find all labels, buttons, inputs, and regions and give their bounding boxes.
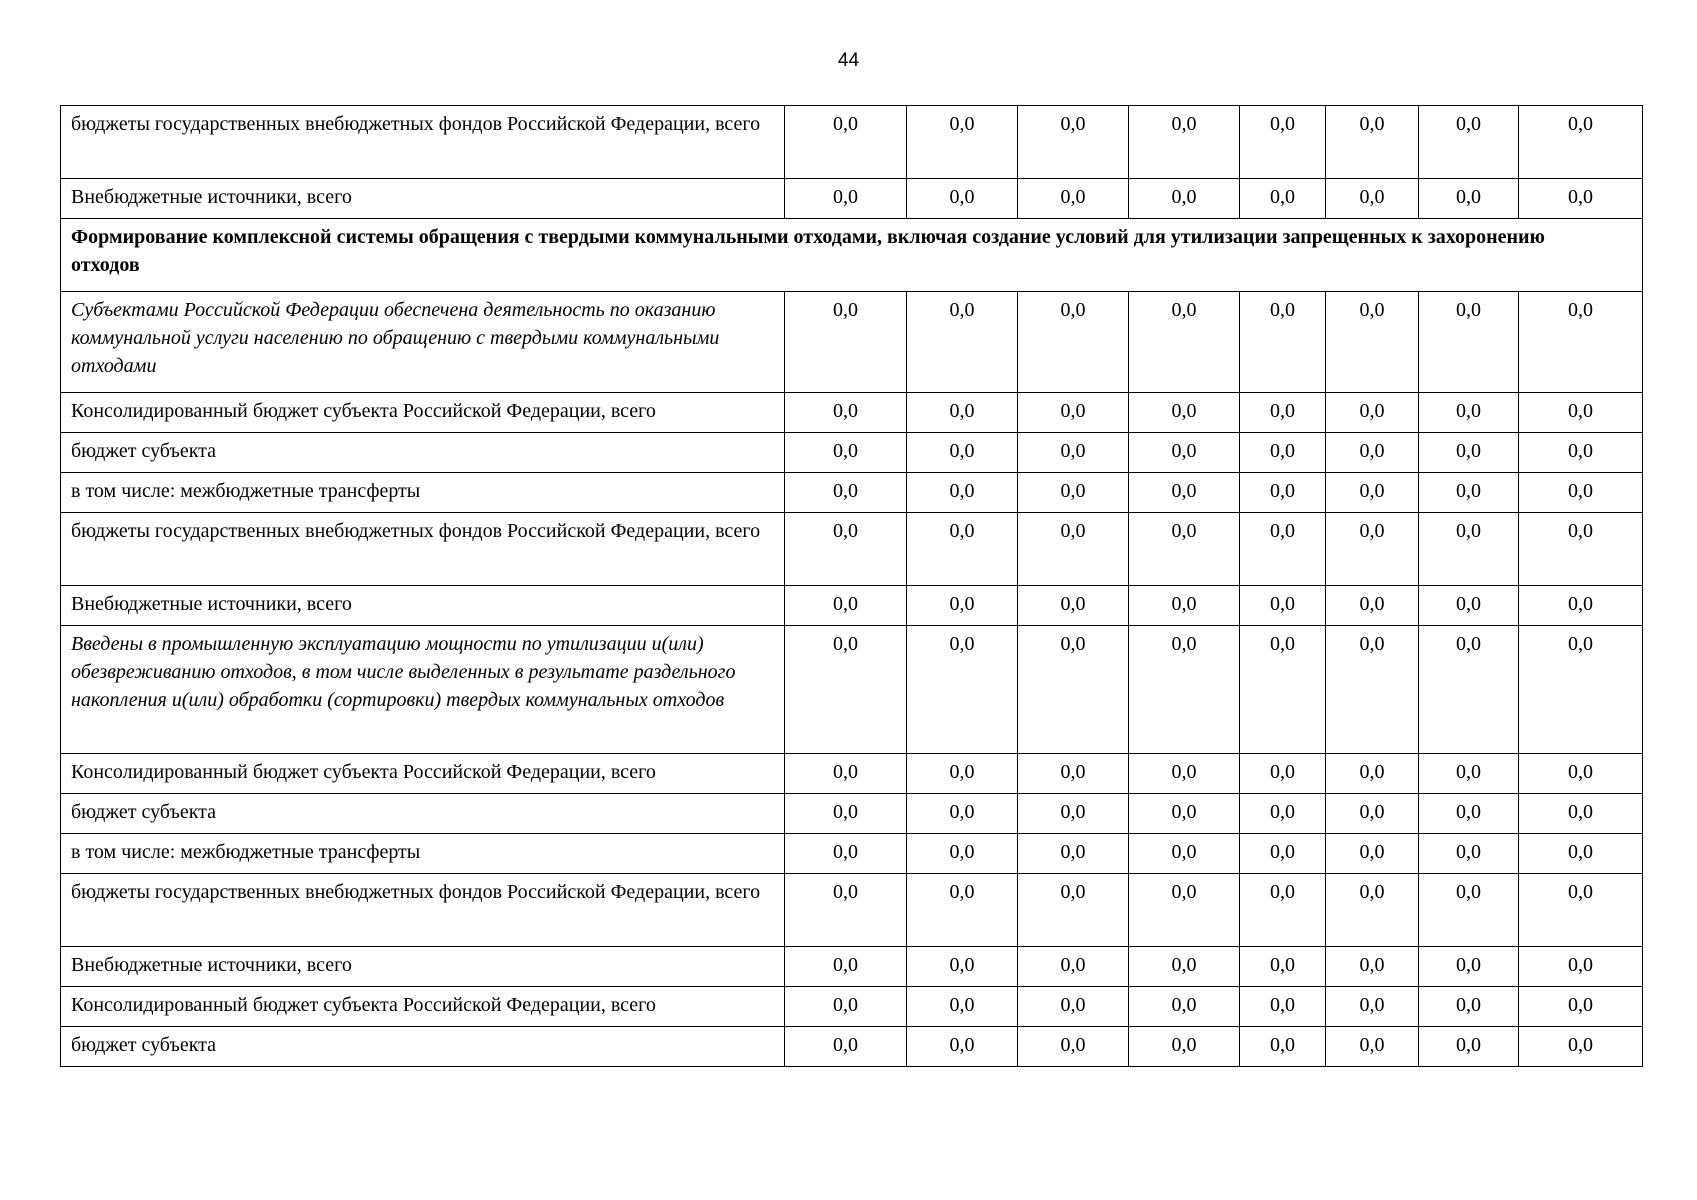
value-cell: 0,0 <box>907 1027 1018 1067</box>
value-cell: 0,0 <box>1519 393 1643 433</box>
value-cell: 0,0 <box>1519 987 1643 1027</box>
row-label: бюджет субъекта <box>61 433 785 473</box>
value-cell: 0,0 <box>1018 874 1129 947</box>
table-row <box>61 987 1643 1027</box>
value-cell: 0,0 <box>1419 292 1519 393</box>
value-cell: 0,0 <box>1519 834 1643 874</box>
value-cell: 0,0 <box>907 874 1018 947</box>
value-cell: 0,0 <box>1326 586 1419 626</box>
value-cell: 0,0 <box>1240 473 1326 513</box>
value-cell: 0,0 <box>907 179 1018 219</box>
value-cell: 0,0 <box>1240 947 1326 987</box>
value-cell: 0,0 <box>785 987 907 1027</box>
value-cell: 0,0 <box>1129 473 1240 513</box>
value-cell: 0,0 <box>1129 433 1240 473</box>
value-cell: 0,0 <box>1129 513 1240 586</box>
value-cell: 0,0 <box>1326 433 1419 473</box>
value-cell: 0,0 <box>1018 1027 1129 1067</box>
row-label: Консолидированный бюджет субъекта Российской Федерации, всего <box>61 754 785 794</box>
value-cell: 0,0 <box>1519 179 1643 219</box>
table-row <box>61 473 1643 513</box>
value-cell: 0,0 <box>1240 834 1326 874</box>
value-cell: 0,0 <box>1129 947 1240 987</box>
value-cell: 0,0 <box>1240 754 1326 794</box>
value-cell: 0,0 <box>1326 834 1419 874</box>
table-row <box>61 433 1643 473</box>
row-label: Консолидированный бюджет субъекта Российской Федерации, всего <box>61 393 785 433</box>
value-cell: 0,0 <box>1419 794 1519 834</box>
page-number: 44 <box>837 50 860 71</box>
value-cell: 0,0 <box>907 513 1018 586</box>
value-cell: 0,0 <box>1326 473 1419 513</box>
row-label: Внебюджетные источники, всего <box>61 586 785 626</box>
value-cell: 0,0 <box>907 794 1018 834</box>
row-label: Внебюджетные источники, всего <box>61 179 785 219</box>
value-cell: 0,0 <box>907 106 1018 179</box>
value-cell: 0,0 <box>1419 179 1519 219</box>
table-row <box>61 834 1643 874</box>
value-cell: 0,0 <box>1240 874 1326 947</box>
value-cell: 0,0 <box>907 754 1018 794</box>
value-cell: 0,0 <box>1018 794 1129 834</box>
value-cell: 0,0 <box>1129 626 1240 754</box>
value-cell: 0,0 <box>785 586 907 626</box>
value-cell: 0,0 <box>1018 987 1129 1027</box>
section-title: Формирование комплексной системы обращения с твердыми коммунальными отходами, включая создание условий для утилизации запрещенных к захоронению отходов <box>61 219 1643 292</box>
value-cell: 0,0 <box>1240 987 1326 1027</box>
value-cell: 0,0 <box>1018 106 1129 179</box>
value-cell: 0,0 <box>785 393 907 433</box>
table-row <box>61 947 1643 987</box>
table-row <box>61 754 1643 794</box>
value-cell: 0,0 <box>1018 586 1129 626</box>
value-cell: 0,0 <box>907 947 1018 987</box>
value-cell: 0,0 <box>1129 586 1240 626</box>
value-cell: 0,0 <box>1326 393 1419 433</box>
value-cell: 0,0 <box>1326 874 1419 947</box>
row-label: бюджет субъекта <box>61 794 785 834</box>
budget-table <box>60 105 1643 1067</box>
value-cell: 0,0 <box>907 586 1018 626</box>
value-cell: 0,0 <box>1018 947 1129 987</box>
value-cell: 0,0 <box>1240 1027 1326 1067</box>
table-row <box>61 179 1643 219</box>
value-cell: 0,0 <box>1326 987 1419 1027</box>
value-cell: 0,0 <box>1129 393 1240 433</box>
value-cell: 0,0 <box>1240 626 1326 754</box>
value-cell: 0,0 <box>1419 586 1519 626</box>
row-label: бюджеты государственных внебюджетных фондов Российской Федерации, всего <box>61 874 785 947</box>
value-cell: 0,0 <box>1129 754 1240 794</box>
table-row <box>61 626 1643 754</box>
table-row <box>61 106 1643 179</box>
row-label: в том числе: межбюджетные трансферты <box>61 473 785 513</box>
table-row <box>61 874 1643 947</box>
value-cell: 0,0 <box>1419 874 1519 947</box>
value-cell: 0,0 <box>785 1027 907 1067</box>
value-cell: 0,0 <box>1018 473 1129 513</box>
value-cell: 0,0 <box>1129 1027 1240 1067</box>
value-cell: 0,0 <box>1519 947 1643 987</box>
table-body <box>61 106 1643 1067</box>
section-row <box>61 219 1643 292</box>
value-cell: 0,0 <box>785 754 907 794</box>
value-cell: 0,0 <box>1129 794 1240 834</box>
value-cell: 0,0 <box>907 473 1018 513</box>
value-cell: 0,0 <box>1419 987 1519 1027</box>
value-cell: 0,0 <box>785 874 907 947</box>
value-cell: 0,0 <box>1326 179 1419 219</box>
value-cell: 0,0 <box>1519 106 1643 179</box>
value-cell: 0,0 <box>785 834 907 874</box>
row-label: Субъектами Российской Федерации обеспечена деятельность по оказанию коммунальной услуги населению по обращению с твердыми коммунальными отходами <box>61 292 785 393</box>
table-row <box>61 292 1643 393</box>
value-cell: 0,0 <box>1240 794 1326 834</box>
value-cell: 0,0 <box>1519 754 1643 794</box>
value-cell: 0,0 <box>1326 513 1419 586</box>
value-cell: 0,0 <box>1419 393 1519 433</box>
value-cell: 0,0 <box>1419 626 1519 754</box>
value-cell: 0,0 <box>1240 179 1326 219</box>
value-cell: 0,0 <box>1018 513 1129 586</box>
table-row <box>61 794 1643 834</box>
value-cell: 0,0 <box>1240 106 1326 179</box>
value-cell: 0,0 <box>1129 987 1240 1027</box>
table-row <box>61 513 1643 586</box>
value-cell: 0,0 <box>1018 179 1129 219</box>
row-label: Консолидированный бюджет субъекта Российской Федерации, всего <box>61 987 785 1027</box>
value-cell: 0,0 <box>1240 292 1326 393</box>
value-cell: 0,0 <box>1129 292 1240 393</box>
value-cell: 0,0 <box>1419 1027 1519 1067</box>
value-cell: 0,0 <box>1129 874 1240 947</box>
value-cell: 0,0 <box>785 794 907 834</box>
value-cell: 0,0 <box>1326 292 1419 393</box>
value-cell: 0,0 <box>907 433 1018 473</box>
table-row <box>61 393 1643 433</box>
value-cell: 0,0 <box>1018 433 1129 473</box>
value-cell: 0,0 <box>785 179 907 219</box>
value-cell: 0,0 <box>1326 754 1419 794</box>
value-cell: 0,0 <box>1519 433 1643 473</box>
value-cell: 0,0 <box>907 393 1018 433</box>
value-cell: 0,0 <box>1419 473 1519 513</box>
value-cell: 0,0 <box>1326 1027 1419 1067</box>
value-cell: 0,0 <box>1519 874 1643 947</box>
table-row <box>61 586 1643 626</box>
value-cell: 0,0 <box>1519 292 1643 393</box>
value-cell: 0,0 <box>1519 794 1643 834</box>
value-cell: 0,0 <box>1018 393 1129 433</box>
value-cell: 0,0 <box>785 106 907 179</box>
value-cell: 0,0 <box>1419 947 1519 987</box>
value-cell: 0,0 <box>1419 754 1519 794</box>
value-cell: 0,0 <box>785 947 907 987</box>
value-cell: 0,0 <box>1419 433 1519 473</box>
value-cell: 0,0 <box>1519 513 1643 586</box>
value-cell: 0,0 <box>1326 106 1419 179</box>
value-cell: 0,0 <box>1129 179 1240 219</box>
value-cell: 0,0 <box>1519 473 1643 513</box>
value-cell: 0,0 <box>1240 513 1326 586</box>
row-label: в том числе: межбюджетные трансферты <box>61 834 785 874</box>
value-cell: 0,0 <box>1129 106 1240 179</box>
value-cell: 0,0 <box>907 292 1018 393</box>
value-cell: 0,0 <box>785 433 907 473</box>
value-cell: 0,0 <box>1129 834 1240 874</box>
value-cell: 0,0 <box>907 626 1018 754</box>
row-label: бюджеты государственных внебюджетных фондов Российской Федерации, всего <box>61 106 785 179</box>
value-cell: 0,0 <box>785 626 907 754</box>
value-cell: 0,0 <box>1419 834 1519 874</box>
value-cell: 0,0 <box>785 292 907 393</box>
value-cell: 0,0 <box>785 473 907 513</box>
value-cell: 0,0 <box>1240 586 1326 626</box>
value-cell: 0,0 <box>785 513 907 586</box>
row-label: Введены в промышленную эксплуатацию мощности по утилизации и(или) обезвреживанию отходов, в том числе выделенных в результате раздельного накопления и(или) обработки (сортировки) твердых коммунальных отходов <box>61 626 785 754</box>
value-cell: 0,0 <box>1018 292 1129 393</box>
value-cell: 0,0 <box>1326 947 1419 987</box>
value-cell: 0,0 <box>1018 754 1129 794</box>
value-cell: 0,0 <box>1018 626 1129 754</box>
value-cell: 0,0 <box>1419 106 1519 179</box>
value-cell: 0,0 <box>1018 834 1129 874</box>
value-cell: 0,0 <box>1519 1027 1643 1067</box>
value-cell: 0,0 <box>1419 513 1519 586</box>
value-cell: 0,0 <box>1326 626 1419 754</box>
value-cell: 0,0 <box>1519 626 1643 754</box>
value-cell: 0,0 <box>907 834 1018 874</box>
value-cell: 0,0 <box>1326 794 1419 834</box>
row-label: Внебюджетные источники, всего <box>61 947 785 987</box>
table-row <box>61 1027 1643 1067</box>
value-cell: 0,0 <box>907 987 1018 1027</box>
value-cell: 0,0 <box>1240 393 1326 433</box>
row-label: бюджеты государственных внебюджетных фондов Российской Федерации, всего <box>61 513 785 586</box>
row-label: бюджет субъекта <box>61 1027 785 1067</box>
value-cell: 0,0 <box>1519 586 1643 626</box>
value-cell: 0,0 <box>1240 433 1326 473</box>
